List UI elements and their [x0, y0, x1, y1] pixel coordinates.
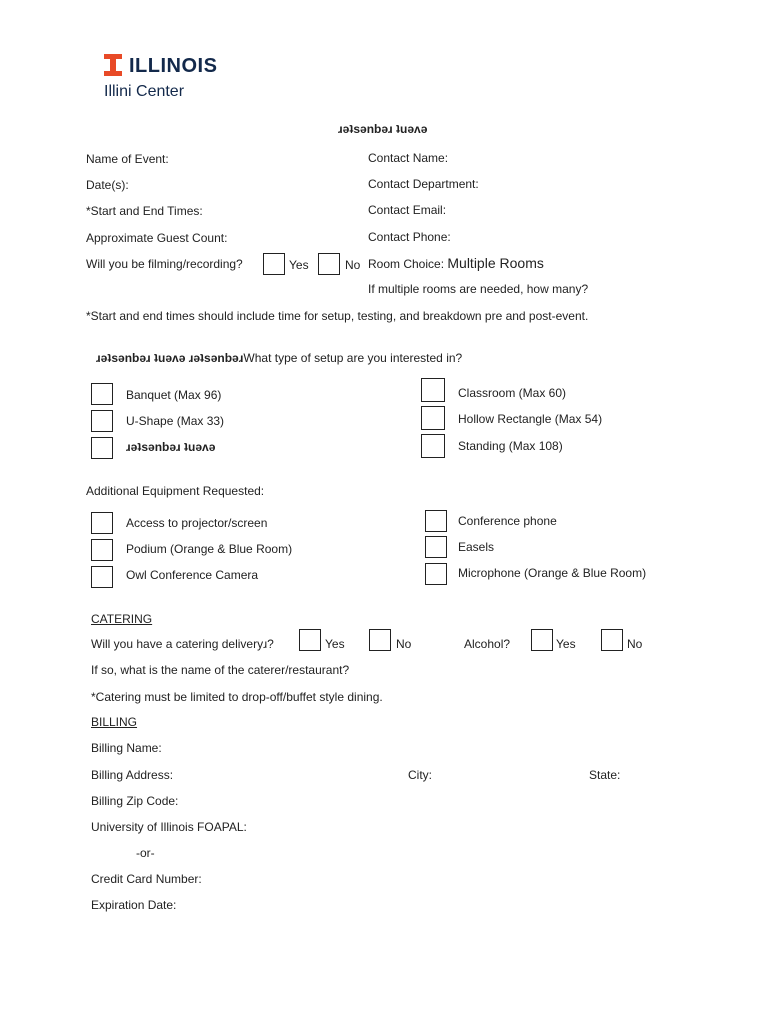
setup-other-label: ɹǝʇsǝnbǝɹ ʇuǝʌǝ: [126, 440, 216, 454]
catering-no-label: No: [396, 637, 412, 651]
catering-yes-checkbox[interactable]: [299, 629, 321, 651]
setup-hollow-rectangle-label: Hollow Rectangle (Max 54): [458, 412, 603, 426]
alcohol-yes-label: Yes: [556, 637, 576, 651]
filming-label: Will you be filming/recording?: [86, 257, 243, 271]
multiple-rooms-label: If multiple rooms are needed, how many?: [368, 282, 589, 296]
times-label: *Start and End Times:: [86, 204, 203, 218]
equipment-podium-label: Podium (Orange & Blue Room): [126, 542, 293, 556]
guest-count-label: Approximate Guest Count:: [86, 231, 228, 245]
setup-classroom-checkbox[interactable]: [421, 378, 445, 402]
times-note: *Start and end times should include time for setup, testing, and breakdown pre and post-event.: [86, 309, 589, 323]
event-name-label: Name of Event:: [86, 152, 169, 166]
contact-department-label: Contact Department:: [368, 177, 479, 191]
equipment-easels-label: Easels: [458, 540, 495, 554]
logo-subtitle: Illini Center: [104, 83, 185, 100]
catering-note: *Catering must be limited to drop-off/buffet style dining.: [91, 690, 383, 704]
equipment-conference-phone-checkbox[interactable]: [425, 510, 447, 532]
logo: [104, 54, 244, 104]
setup-standing-checkbox[interactable]: [421, 434, 445, 458]
setup-u-shape-label: U-Shape (Max 33): [126, 414, 225, 428]
setup-standing-label: Standing (Max 108): [458, 439, 563, 453]
filming-yes-label: Yes: [289, 258, 309, 272]
setup-banquet-label: Banquet (Max 96): [126, 388, 222, 402]
equipment-podium-checkbox[interactable]: [91, 539, 113, 561]
setup-u-shape-checkbox[interactable]: [91, 410, 113, 432]
equipment-microphone-label: Microphone (Orange & Blue Room): [458, 566, 647, 580]
billing-state-label: State:: [589, 768, 621, 782]
equipment-heading: Additional Equipment Requested:: [86, 484, 265, 498]
room-choice-label: [368, 256, 544, 271]
filming-no-checkbox[interactable]: [318, 253, 340, 275]
catering-heading: CATERING: [91, 612, 153, 626]
setup-classroom-label: Classroom (Max 60): [458, 386, 567, 400]
credit-card-label: Credit Card Number:: [91, 872, 202, 886]
billing-city-label: City:: [408, 768, 432, 782]
foapal-label: University of Illinois FOAPAL:: [91, 820, 247, 834]
catering-question: Will you have a catering deliveryɹ?: [91, 637, 274, 651]
or-separator: -or-: [136, 846, 155, 860]
dates-label: Date(s):: [86, 178, 129, 192]
caterer-label: If so, what is the name of the caterer/restaurant?: [91, 663, 350, 677]
equipment-conference-phone-label: Conference phone: [458, 514, 557, 528]
form-title: ɹǝʇsǝnbǝɹ ʇuǝʌǝ: [338, 122, 428, 136]
equipment-projector-label: Access to projector/screen: [126, 516, 268, 530]
setup-other-checkbox[interactable]: [91, 437, 113, 459]
alcohol-no-checkbox[interactable]: [601, 629, 623, 651]
setup-question: [96, 351, 462, 365]
catering-no-checkbox[interactable]: [369, 629, 391, 651]
equipment-owl-camera-checkbox[interactable]: [91, 566, 113, 588]
illinois-block-i-icon: [104, 54, 122, 76]
filming-yes-checkbox[interactable]: [263, 253, 285, 275]
billing-zip-label: Billing Zip Code:: [91, 794, 179, 808]
contact-phone-label: Contact Phone:: [368, 230, 451, 244]
equipment-easels-checkbox[interactable]: [425, 536, 447, 558]
setup-question-garbled: ɹǝʇsǝnbǝɹ ʇuǝʌǝ ɹǝʇsǝnbǝɹ: [96, 351, 244, 365]
equipment-projector-checkbox[interactable]: [91, 512, 113, 534]
room-choice-label-text: Room Choice:: [368, 257, 445, 271]
alcohol-label: Alcohol?: [464, 637, 511, 651]
setup-banquet-checkbox[interactable]: [91, 383, 113, 405]
equipment-microphone-checkbox[interactable]: [425, 563, 447, 585]
alcohol-no-label: No: [627, 637, 643, 651]
setup-hollow-rectangle-checkbox[interactable]: [421, 406, 445, 430]
setup-question-text: What type of setup are you interested in?: [243, 351, 463, 365]
billing-name-label: Billing Name:: [91, 741, 162, 755]
room-choice-value[interactable]: Multiple Rooms: [447, 255, 544, 271]
contact-name-label: Contact Name:: [368, 151, 449, 165]
catering-yes-label: Yes: [325, 637, 345, 651]
filming-no-label: No: [345, 258, 361, 272]
logo-wordmark: ILLINOIS: [129, 55, 218, 77]
alcohol-yes-checkbox[interactable]: [531, 629, 553, 651]
contact-email-label: Contact Email:: [368, 203, 447, 217]
billing-address-label: Billing Address:: [91, 768, 174, 782]
expiration-label: Expiration Date:: [91, 898, 177, 912]
equipment-owl-camera-label: Owl Conference Camera: [126, 568, 259, 582]
billing-heading: BILLING: [91, 715, 138, 729]
